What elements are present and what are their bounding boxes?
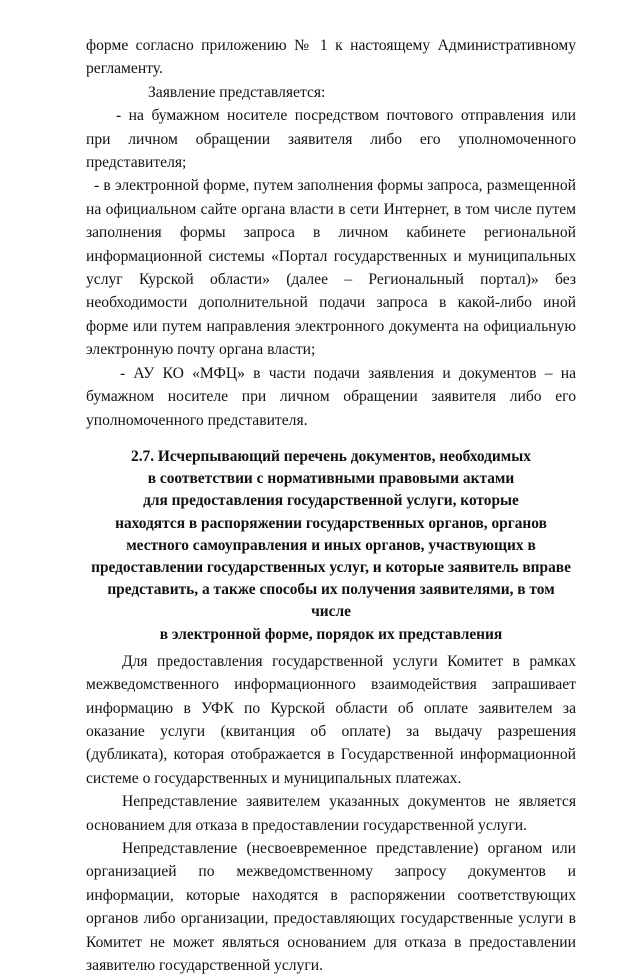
document-body: [86, 34, 576, 977]
list-item-electronic: - в электронной форме, путем заполнения формы запроса, размещенной на официальном сайте органа власти в сети Интернет, в том числе путем заполнения формы запроса в личном кабинете региональной информационной системы «Портал государственных и муниципальных услуг Курской области» (далее – Региональный портал)» без необходимости дополнительной подачи запроса в какой-либо иной форме или путем направления электронного документа на официальную электронную почту органа власти;: [86, 177, 576, 359]
heading-line: находятся в распоряжении государственных органов, органов: [115, 514, 547, 532]
heading-line: в электронной форме, порядок их представления: [159, 625, 503, 643]
heading-line: представить, а также способы их получения заявителями, в том числе: [107, 581, 555, 621]
paragraph-intro: Заявление представляется:: [148, 83, 326, 101]
list-item-paper: - на бумажном носителе посредством почтового отправления или при личном обращении заявителя либо его уполномоченного представителя;: [86, 107, 576, 172]
section-heading: [86, 446, 576, 646]
heading-line: в соответствии с нормативными правовыми актами: [147, 470, 515, 488]
paragraph-body: Непредставление заявителем указанных документов не является основанием для отказа в предоставлении государственной услуги.: [86, 793, 576, 834]
paragraph-continuation: форме согласно приложению № 1 к настоящему Административному регламенту.: [86, 37, 576, 78]
heading-line: 2.7. Исчерпывающий перечень документов, необходимых: [131, 447, 531, 465]
heading-line: предоставлении государственных услуг, и которые заявитель вправе: [91, 558, 571, 576]
heading-line: местного самоуправления и иных органов, участвующих в: [126, 536, 536, 554]
heading-line: для предоставления государственной услуги, которые: [143, 492, 519, 510]
paragraph-body: Для предоставления государственной услуги Комитет в рамках межведомственного информационного взаимодействия запрашивает информацию в УФК по Курской области об оплате заявителем за оказание услуги (квитанция об оплате) за выдачу разрешения (дубликата), которая отображается в Государственной информационной системе о государственных и муниципальных платежах.: [86, 652, 576, 787]
paragraph-body: Непредставление (несвоевременное представление) органом или организацией по межведомственному запросу документов и информации, которые находятся в распоряжении соответствующих органов либо организации, предоставляющих государственные услуги в Комитет не может являться основанием для отказа в предоставлении заявителю государственной услуги.: [86, 839, 576, 975]
list-item-mfc: - АУ КО «МФЦ» в части подачи заявления и документов – на бумажном носителе при личном обращении заявителя либо его уполномоченного представителя.: [86, 364, 576, 429]
